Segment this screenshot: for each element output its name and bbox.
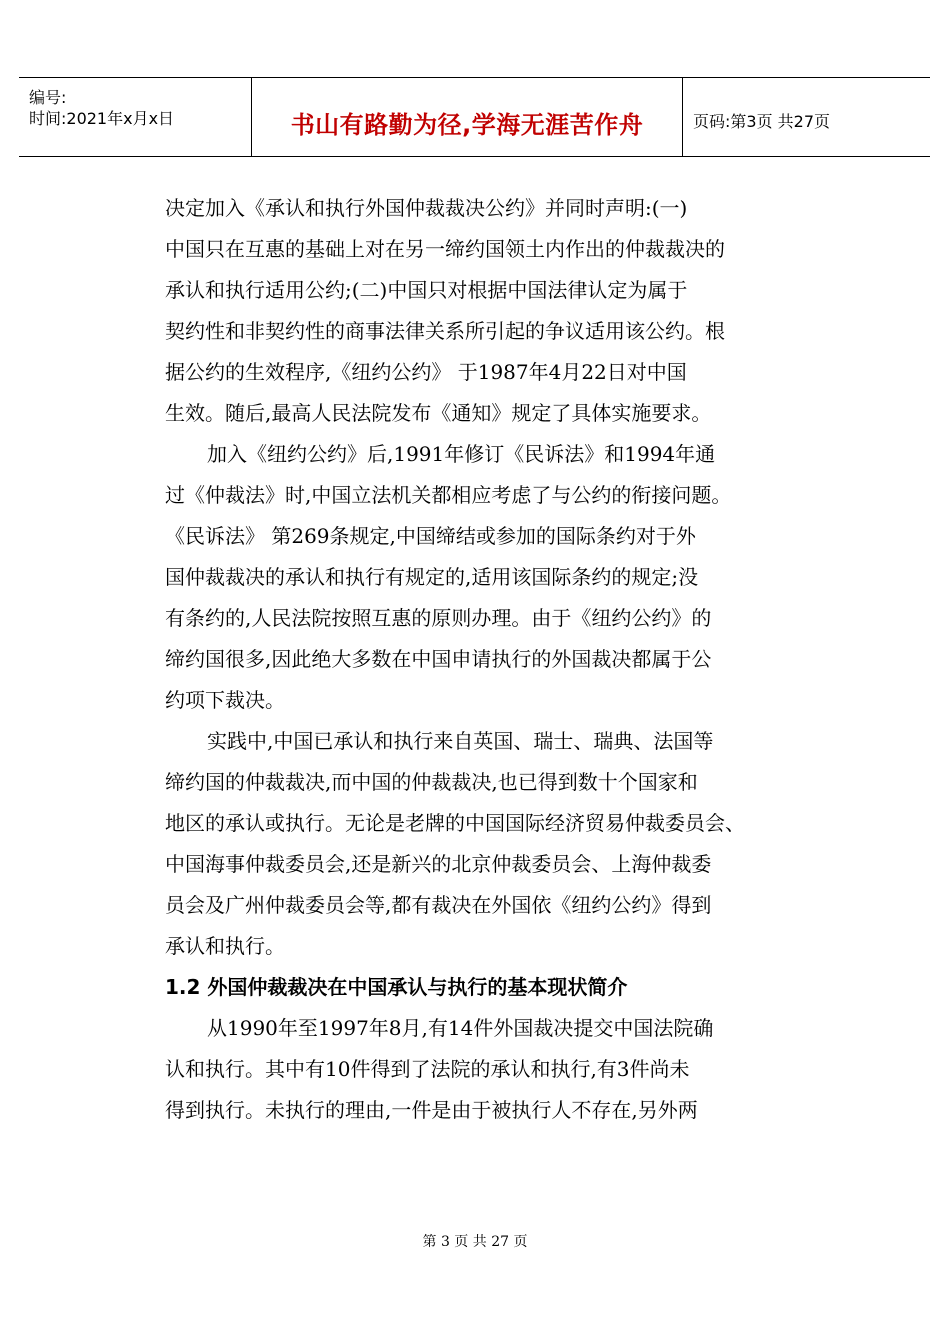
header-page-cell bbox=[683, 78, 930, 156]
text-line: 员会及广州仲裁委员会等,都有裁决在外国依《纽约公约》得到 bbox=[165, 893, 712, 917]
text-line: 承认和执行适用公约;(二)中国只对根据中国法律认定为属于 bbox=[165, 278, 688, 302]
text-line: 决定加入《承认和执行外国仲裁裁决公约》并同时声明:(一) bbox=[165, 196, 688, 220]
text-line: 缔约国的仲裁裁决,而中国的仲裁裁决,也已得到数十个国家和 bbox=[165, 770, 698, 794]
text-line: 承认和执行。 bbox=[165, 934, 285, 958]
document-time-label: 时间:2021年x月x日 bbox=[29, 109, 175, 128]
text-line: 认和执行。其中有10件得到了法院的承认和执行,有3件尚未 bbox=[165, 1057, 690, 1081]
text-line: 加入《纽约公约》后,1991年修订《民诉法》和1994年通 bbox=[207, 442, 716, 466]
header-motto: 书山有路勤为径,学海无涯苦作舟 bbox=[290, 111, 644, 139]
text-line: 中国海事仲裁委员会,还是新兴的北京仲裁委员会、上海仲裁委 bbox=[165, 852, 712, 876]
text-line: 中国只在互惠的基础上对在另一缔约国领土内作出的仲裁裁决的 bbox=[165, 237, 725, 261]
text-line: 实践中,中国已承认和执行来自英国、瑞士、瑞典、法国等 bbox=[207, 729, 714, 753]
text-line: 有条约的,人民法院按照互惠的原则办理。由于《纽约公约》的 bbox=[165, 606, 712, 630]
text-line: 生效。随后,最高人民法院发布《通知》规定了具体实施要求。 bbox=[165, 401, 712, 425]
document-number-label: 编号: bbox=[29, 88, 67, 107]
header-motto-cell bbox=[252, 78, 683, 156]
text-line: 得到执行。未执行的理由,一件是由于被执行人不存在,另外两 bbox=[165, 1098, 698, 1122]
section-heading: 1.2 外国仲裁裁决在中国承认与执行的基本现状简介 bbox=[165, 975, 628, 999]
page-footer: 第 3 页 共 27 页 bbox=[422, 1234, 528, 1250]
header-info-cell bbox=[19, 78, 252, 156]
text-line: 契约性和非契约性的商事法律关系所引起的争议适用该公约。根 bbox=[165, 319, 725, 343]
header-page-label: 页码:第3页 共27页 bbox=[693, 112, 831, 131]
text-line: 从1990年至1997年8月,有14件外国裁决提交中国法院确 bbox=[207, 1016, 714, 1040]
text-line: 国仲裁裁决的承认和执行有规定的,适用该国际条约的规定;没 bbox=[165, 565, 699, 589]
text-line: 约项下裁决。 bbox=[165, 688, 285, 712]
text-line: 缔约国很多,因此绝大多数在中国申请执行的外国裁决都属于公 bbox=[165, 647, 712, 671]
text-line: 《民诉法》 第269条规定,中国缔结或参加的国际条约对于外 bbox=[165, 524, 696, 548]
text-line: 据公约的生效程序,《纽约公约》 于1987年4月22日对中国 bbox=[165, 360, 687, 384]
page-header bbox=[19, 77, 930, 157]
text-line: 地区的承认或执行。无论是老牌的中国国际经济贸易仲裁委员会、 bbox=[165, 811, 745, 835]
document-body bbox=[165, 188, 795, 1131]
text-line: 过《仲裁法》时,中国立法机关都相应考虑了与公约的衔接问题。 bbox=[165, 483, 732, 507]
